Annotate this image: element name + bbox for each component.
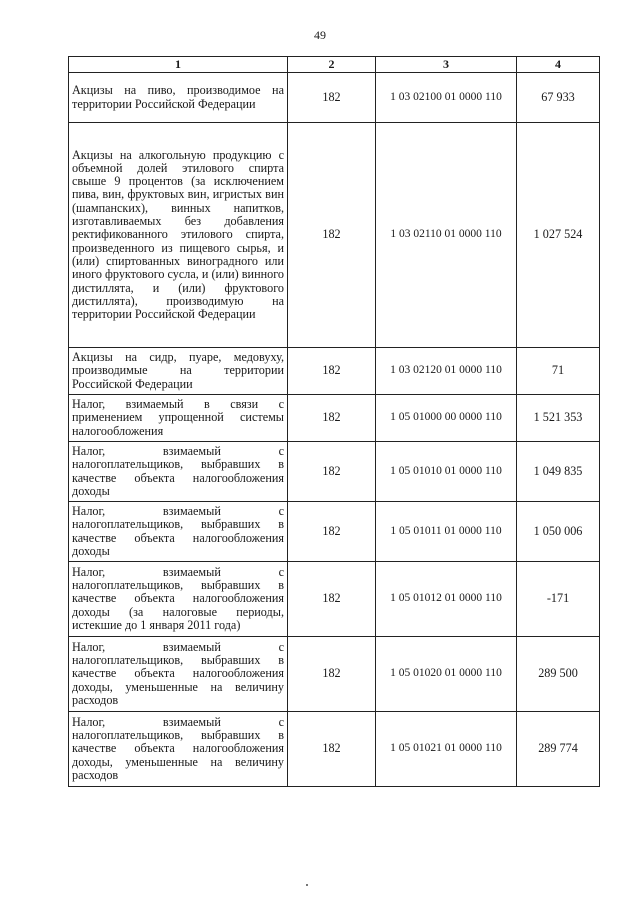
admin-code-cell: 182 <box>288 73 376 123</box>
revenue-name-cell: Налог, взимаемый с налогоплательщиков, выбравших в качестве объекта налогообложения доходы <box>69 502 288 562</box>
table-header-row <box>69 57 600 73</box>
amount-cell: -171 <box>517 562 600 637</box>
budget-code-cell: 1 03 02100 01 0000 110 <box>376 73 517 123</box>
column-header-3: 3 <box>376 57 517 73</box>
revenue-name-cell: Налог, взимаемый с налогоплательщиков, выбравших в качестве объекта налогообложения доходы (за налоговые периоды, истекшие до 1 января 2011 года) <box>69 562 288 637</box>
budget-code-cell: 1 03 02110 01 0000 110 <box>376 123 517 348</box>
table-row <box>69 395 600 442</box>
table-row <box>69 712 600 787</box>
budget-code-cell: 1 05 01011 01 0000 110 <box>376 502 517 562</box>
amount-cell: 1 027 524 <box>517 123 600 348</box>
column-header-4: 4 <box>517 57 600 73</box>
table-row <box>69 348 600 395</box>
admin-code-cell: 182 <box>288 123 376 348</box>
amount-cell: 1 521 353 <box>517 395 600 442</box>
budget-code-cell: 1 03 02120 01 0000 110 <box>376 348 517 395</box>
amount-cell: 1 050 006 <box>517 502 600 562</box>
admin-code-cell: 182 <box>288 562 376 637</box>
amount-cell: 289 774 <box>517 712 600 787</box>
revenue-name-cell: Налог, взимаемый с налогоплательщиков, выбравших в качестве объекта налогообложения доходы, уменьшенные на величину расходов <box>69 637 288 712</box>
table-row <box>69 502 600 562</box>
admin-code-cell: 182 <box>288 502 376 562</box>
admin-code-cell: 182 <box>288 442 376 502</box>
table-row <box>69 73 600 123</box>
admin-code-cell: 182 <box>288 395 376 442</box>
column-header-1: 1 <box>69 57 288 73</box>
table-row <box>69 637 600 712</box>
revenue-name-cell: Акцизы на пиво, производимое на территории Российской Федерации <box>69 73 288 123</box>
revenue-name-cell: Налог, взимаемый в связи с применением упрощенной системы налогообложения <box>69 395 288 442</box>
revenue-name-cell: Акцизы на сидр, пуаре, медовуху, производимые на территории Российской Федерации <box>69 348 288 395</box>
amount-cell: 71 <box>517 348 600 395</box>
revenue-name-cell: Налог, взимаемый с налогоплательщиков, выбравших в качестве объекта налогообложения доходы, уменьшенные на величину расходов <box>69 712 288 787</box>
budget-code-cell: 1 05 01021 01 0000 110 <box>376 712 517 787</box>
revenue-name-cell: Акцизы на алкогольную продукцию с объемной долей этилового спирта свыше 9 процентов (за исключением пива, вин, фруктовых вин, игристых вин (шампанских), винных напитков, изготавливаемых без добавления ректификованного этилового спирта, произведенного из пищевого сырья, и (или) спиртованных виноградного или иного фруктового сусла, и (или) винного дистиллята, и (или) фруктового дистиллята), производимую на территории Российской Федерации <box>69 123 288 348</box>
budget-code-cell: 1 05 01000 00 0000 110 <box>376 395 517 442</box>
amount-cell: 289 500 <box>517 637 600 712</box>
budget-code-cell: 1 05 01020 01 0000 110 <box>376 637 517 712</box>
budget-code-cell: 1 05 01012 01 0000 110 <box>376 562 517 637</box>
table-row <box>69 442 600 502</box>
amount-cell: 67 933 <box>517 73 600 123</box>
column-header-2: 2 <box>288 57 376 73</box>
revenue-name-cell: Налог, взимаемый с налогоплательщиков, выбравших в качестве объекта налогообложения доходы <box>69 442 288 502</box>
admin-code-cell: 182 <box>288 712 376 787</box>
admin-code-cell: 182 <box>288 348 376 395</box>
amount-cell: 1 049 835 <box>517 442 600 502</box>
table-row <box>69 123 600 348</box>
page-number: 49 <box>314 28 326 42</box>
budget-code-cell: 1 05 01010 01 0000 110 <box>376 442 517 502</box>
scan-speck <box>306 884 308 886</box>
table-row <box>69 562 600 637</box>
admin-code-cell: 182 <box>288 637 376 712</box>
revenue-table <box>68 56 600 787</box>
